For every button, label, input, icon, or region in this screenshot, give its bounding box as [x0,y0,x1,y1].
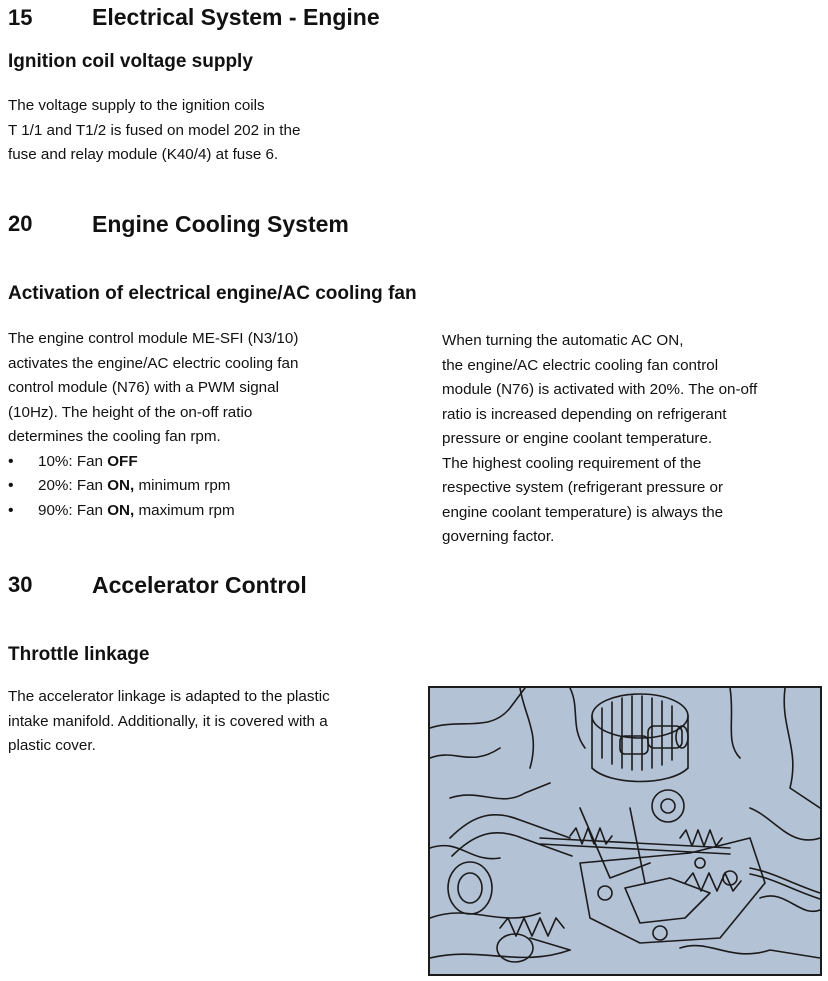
cooling-right-column [442,329,822,550]
ignition-line: T 1/1 and T1/2 is fused on model 202 in the [8,121,301,139]
fan-duty-suffix: maximum rpm [134,501,235,519]
fan-duty-prefix: 20%: Fan [38,477,108,494]
fan-state: ON, [107,477,135,494]
throttle-linkage-line-art [430,688,820,974]
section-20-title: Engine Cooling System [92,211,349,237]
fan-duty-suffix: minimum rpm [134,477,231,494]
cooling-right-line: module (N76) is activated with 20%. The on-off [442,381,758,398]
cooling-left-line: The engine control module ME-SFI (N3/10) [8,330,299,347]
fan-duty-list [8,450,418,524]
throttle-line: intake manifold. Additionally, it is covered with a [8,712,328,730]
cooling-right-line: The highest cooling requirement of the [442,454,702,472]
cooling-right-line: engine coolant temperature) is always the [442,503,724,521]
section-15-title: Electrical System - Engine [92,4,380,30]
fan-duty-item [8,474,418,499]
fan-duty-prefix: 10%: Fan [38,452,108,470]
cooling-left-line: control module (N76) with a PWM signal [8,379,279,396]
ignition-line: The voltage supply to the ignition coils [8,97,265,114]
cooling-heading: Activation of electrical engine/AC cooling fan [8,283,417,304]
fan-duty-item [8,499,418,524]
throttle-paragraph [8,685,408,759]
throttle-heading: Throttle linkage [8,644,150,665]
section-15-number: 15 [8,5,33,30]
ignition-paragraph [8,94,300,168]
cooling-right-line: the engine/AC electric cooling fan control [442,356,719,374]
cooling-left-line: (10Hz). The height of the on-off ratio [8,403,253,421]
section-20-number: 20 [8,211,33,236]
cooling-right-line: ratio is increased depending on refrigerant [442,405,727,423]
section-30-title: Accelerator Control [92,572,307,598]
fan-duty-prefix: 90%: Fan [38,501,108,519]
throttle-linkage-illustration [428,686,822,976]
fan-state: OFF [107,452,138,470]
cooling-right-line: governing factor. [442,528,555,545]
cooling-right-line: When turning the automatic AC ON, [442,332,684,349]
fan-duty-item [8,450,418,475]
throttle-line: plastic cover. [8,737,96,754]
cooling-right-line: pressure or engine coolant temperature. [442,430,713,447]
throttle-line: The accelerator linkage is adapted to the plastic [8,688,330,705]
cooling-right-line: respective system (refrigerant pressure or [442,479,724,496]
cooling-left-line: activates the engine/AC electric cooling fan [8,354,299,372]
fan-state: ON, [107,501,135,519]
section-30-number: 30 [8,572,33,597]
cooling-left-column [8,327,418,523]
ignition-line: fuse and relay module (K40/4) at fuse 6. [8,146,279,163]
ignition-heading: Ignition coil voltage supply [8,51,253,72]
cooling-left-line: determines the cooling fan rpm. [8,428,221,445]
